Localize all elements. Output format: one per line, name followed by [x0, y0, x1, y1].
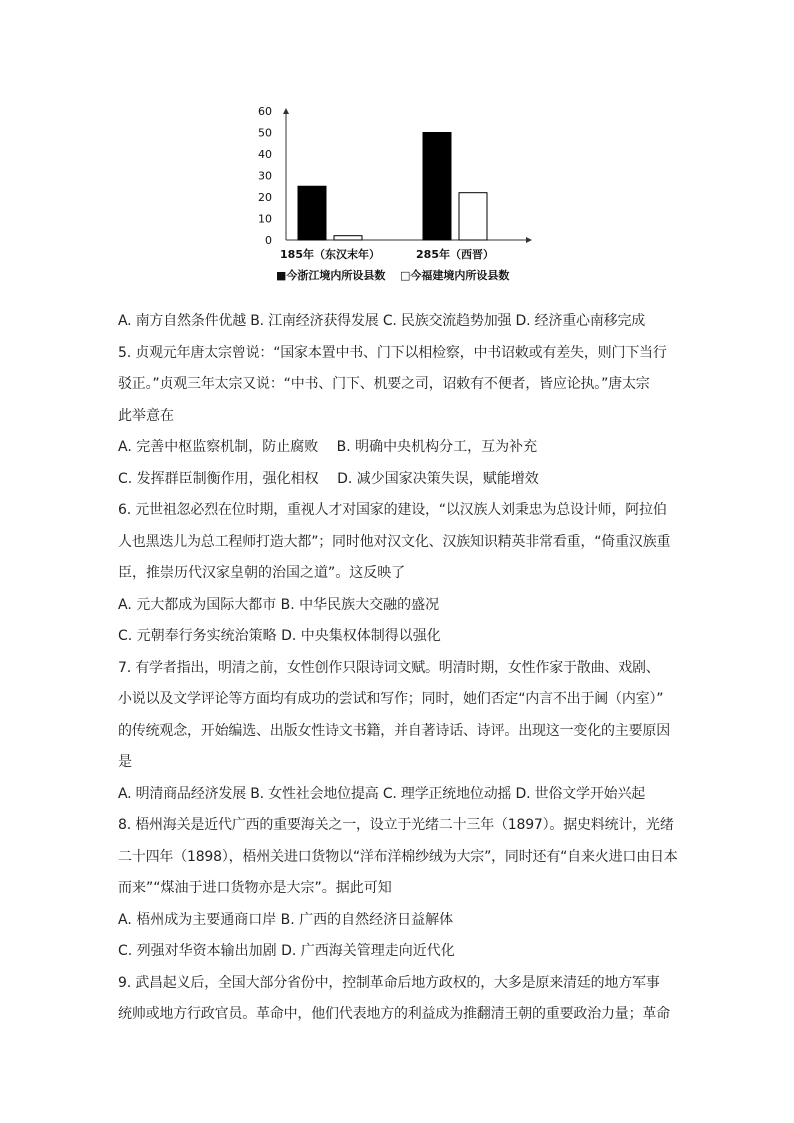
q6-line-2: 人也黑迭儿为总工程师打造大都”；同时他对汉文化、汉族知识精英非常看重，“倚重汉族重 [118, 533, 671, 550]
x-axis-labels [280, 247, 494, 261]
legend [276, 268, 509, 282]
q7-line-1: 7. 有学者指出，明清之前，女性创作只限诗词文赋。明清时期，女性作家于散曲、戏剧、 [118, 659, 660, 676]
q7-line-4: 是 [118, 754, 132, 770]
q6-option-cd: C. 元朝奉行务实统治策略 D. 中央集权体制得以强化 [118, 628, 441, 644]
q5-line-3: 此举意在 [118, 407, 174, 424]
y-tick-label: 60 [258, 105, 272, 118]
y-axis-ticks [258, 105, 272, 247]
q9-line-2: 统帅或地方行政官员。革命中，他们代表地方的利益成为推翻清王朝的重要政治力量；革命 [118, 1006, 670, 1022]
bar-zhejiang-1 [423, 133, 451, 241]
q8-option-ab: A. 梧州成为主要通商口岸 B. 广西的自然经济日益解体 [118, 911, 454, 928]
question-content [118, 306, 688, 1031]
y-axis-arrow [283, 108, 289, 114]
q6-line-3: 臣，推崇历代汉家皇朝的治国之道”。这反映了 [118, 565, 406, 581]
x-category-label: 185年（东汉末年） [280, 248, 380, 261]
bar-fujian-0 [334, 236, 362, 240]
q6-option-ab: A. 元大都成为国际大都市 B. 中华民族大交融的盛况 [118, 596, 440, 613]
q8-line-1: 8. 梧州海关是近代广西的重要海关之一，设立于光绪二十三年（1897）。据史料统计，光绪 [118, 817, 674, 833]
legend-item-fujian: □今福建境内所设县数 [400, 269, 510, 282]
q7-line-3: 的传统观念，开始编选、出版女性诗文书籍，并自著诗话、诗评。出现这一变化的主要原因 [118, 722, 670, 739]
q8-line-2: 二十四年（1898），梧州关进口货物以“洋布洋棉纱绒为大宗”，同时还有“自来火进口由日本 [118, 848, 678, 865]
q8-line-3: 而来”“煤油于进口货物亦是大宗”。据此可知 [118, 880, 392, 896]
q5-option-ab: A. 完善中枢监察机制，防止腐败 B. 明确中央机构分工，互为补充 [118, 439, 538, 455]
bar-chart [250, 100, 550, 290]
q7-options: A. 明清商品经济发展 B. 女性社会地位提高 C. 理学正统地位动摇 D. 世俗文学开始兴起 [118, 785, 646, 802]
y-tick-label: 0 [265, 234, 272, 247]
q5-line-2: 驳正。”贞观三年太宗又说：“中书、门下、机要之司，诏敕有不便者，皆应论执。”唐太宗 [118, 376, 650, 392]
q5-line-1: 5. 贞观元年唐太宗曾说：“国家本置中书、门下以相检察，中书诏敕或有差失，则门下当行 [118, 344, 667, 361]
q6-line-1: 6. 元世祖忽必烈在位时期，重视人才对国家的建设，“以汉族人刘秉忠为总设计师，阿拉伯 [118, 502, 667, 518]
y-tick-label: 30 [258, 169, 272, 183]
y-tick-label: 20 [258, 191, 272, 204]
y-tick-label: 50 [258, 126, 272, 140]
legend-item-zhejiang: ■今浙江境内所设县数 [276, 269, 386, 282]
y-tick-label: 10 [258, 212, 272, 226]
q9-line-1: 9. 武昌起义后，全国大部分省份中，控制革命后地方政权的，大多是原来清廷的地方军事 [118, 974, 660, 991]
bars-group [298, 133, 487, 241]
q7-line-2: 小说以及文学评论等方面均有成功的尝试和写作；同时，她们否定“内言不出于阃（内室）” [118, 691, 664, 707]
bar-fujian-1 [459, 193, 487, 240]
bar-zhejiang-0 [298, 186, 326, 240]
x-axis-arrow [526, 237, 532, 243]
q4-options: A. 南方自然条件优越 B. 江南经济获得发展 C. 民族交流趋势加强 D. 经济重心南移完成 [118, 313, 646, 329]
q8-option-cd: C. 列强对华资本输出加剧 D. 广西海关管理走向近代化 [118, 943, 455, 959]
y-tick-label: 40 [258, 148, 272, 161]
q5-option-cd: C. 发挥群臣制衡作用，强化相权 D. 减少国家决策失误，赋能增效 [118, 470, 539, 487]
x-category-label: 285年（西晋） [416, 248, 494, 261]
